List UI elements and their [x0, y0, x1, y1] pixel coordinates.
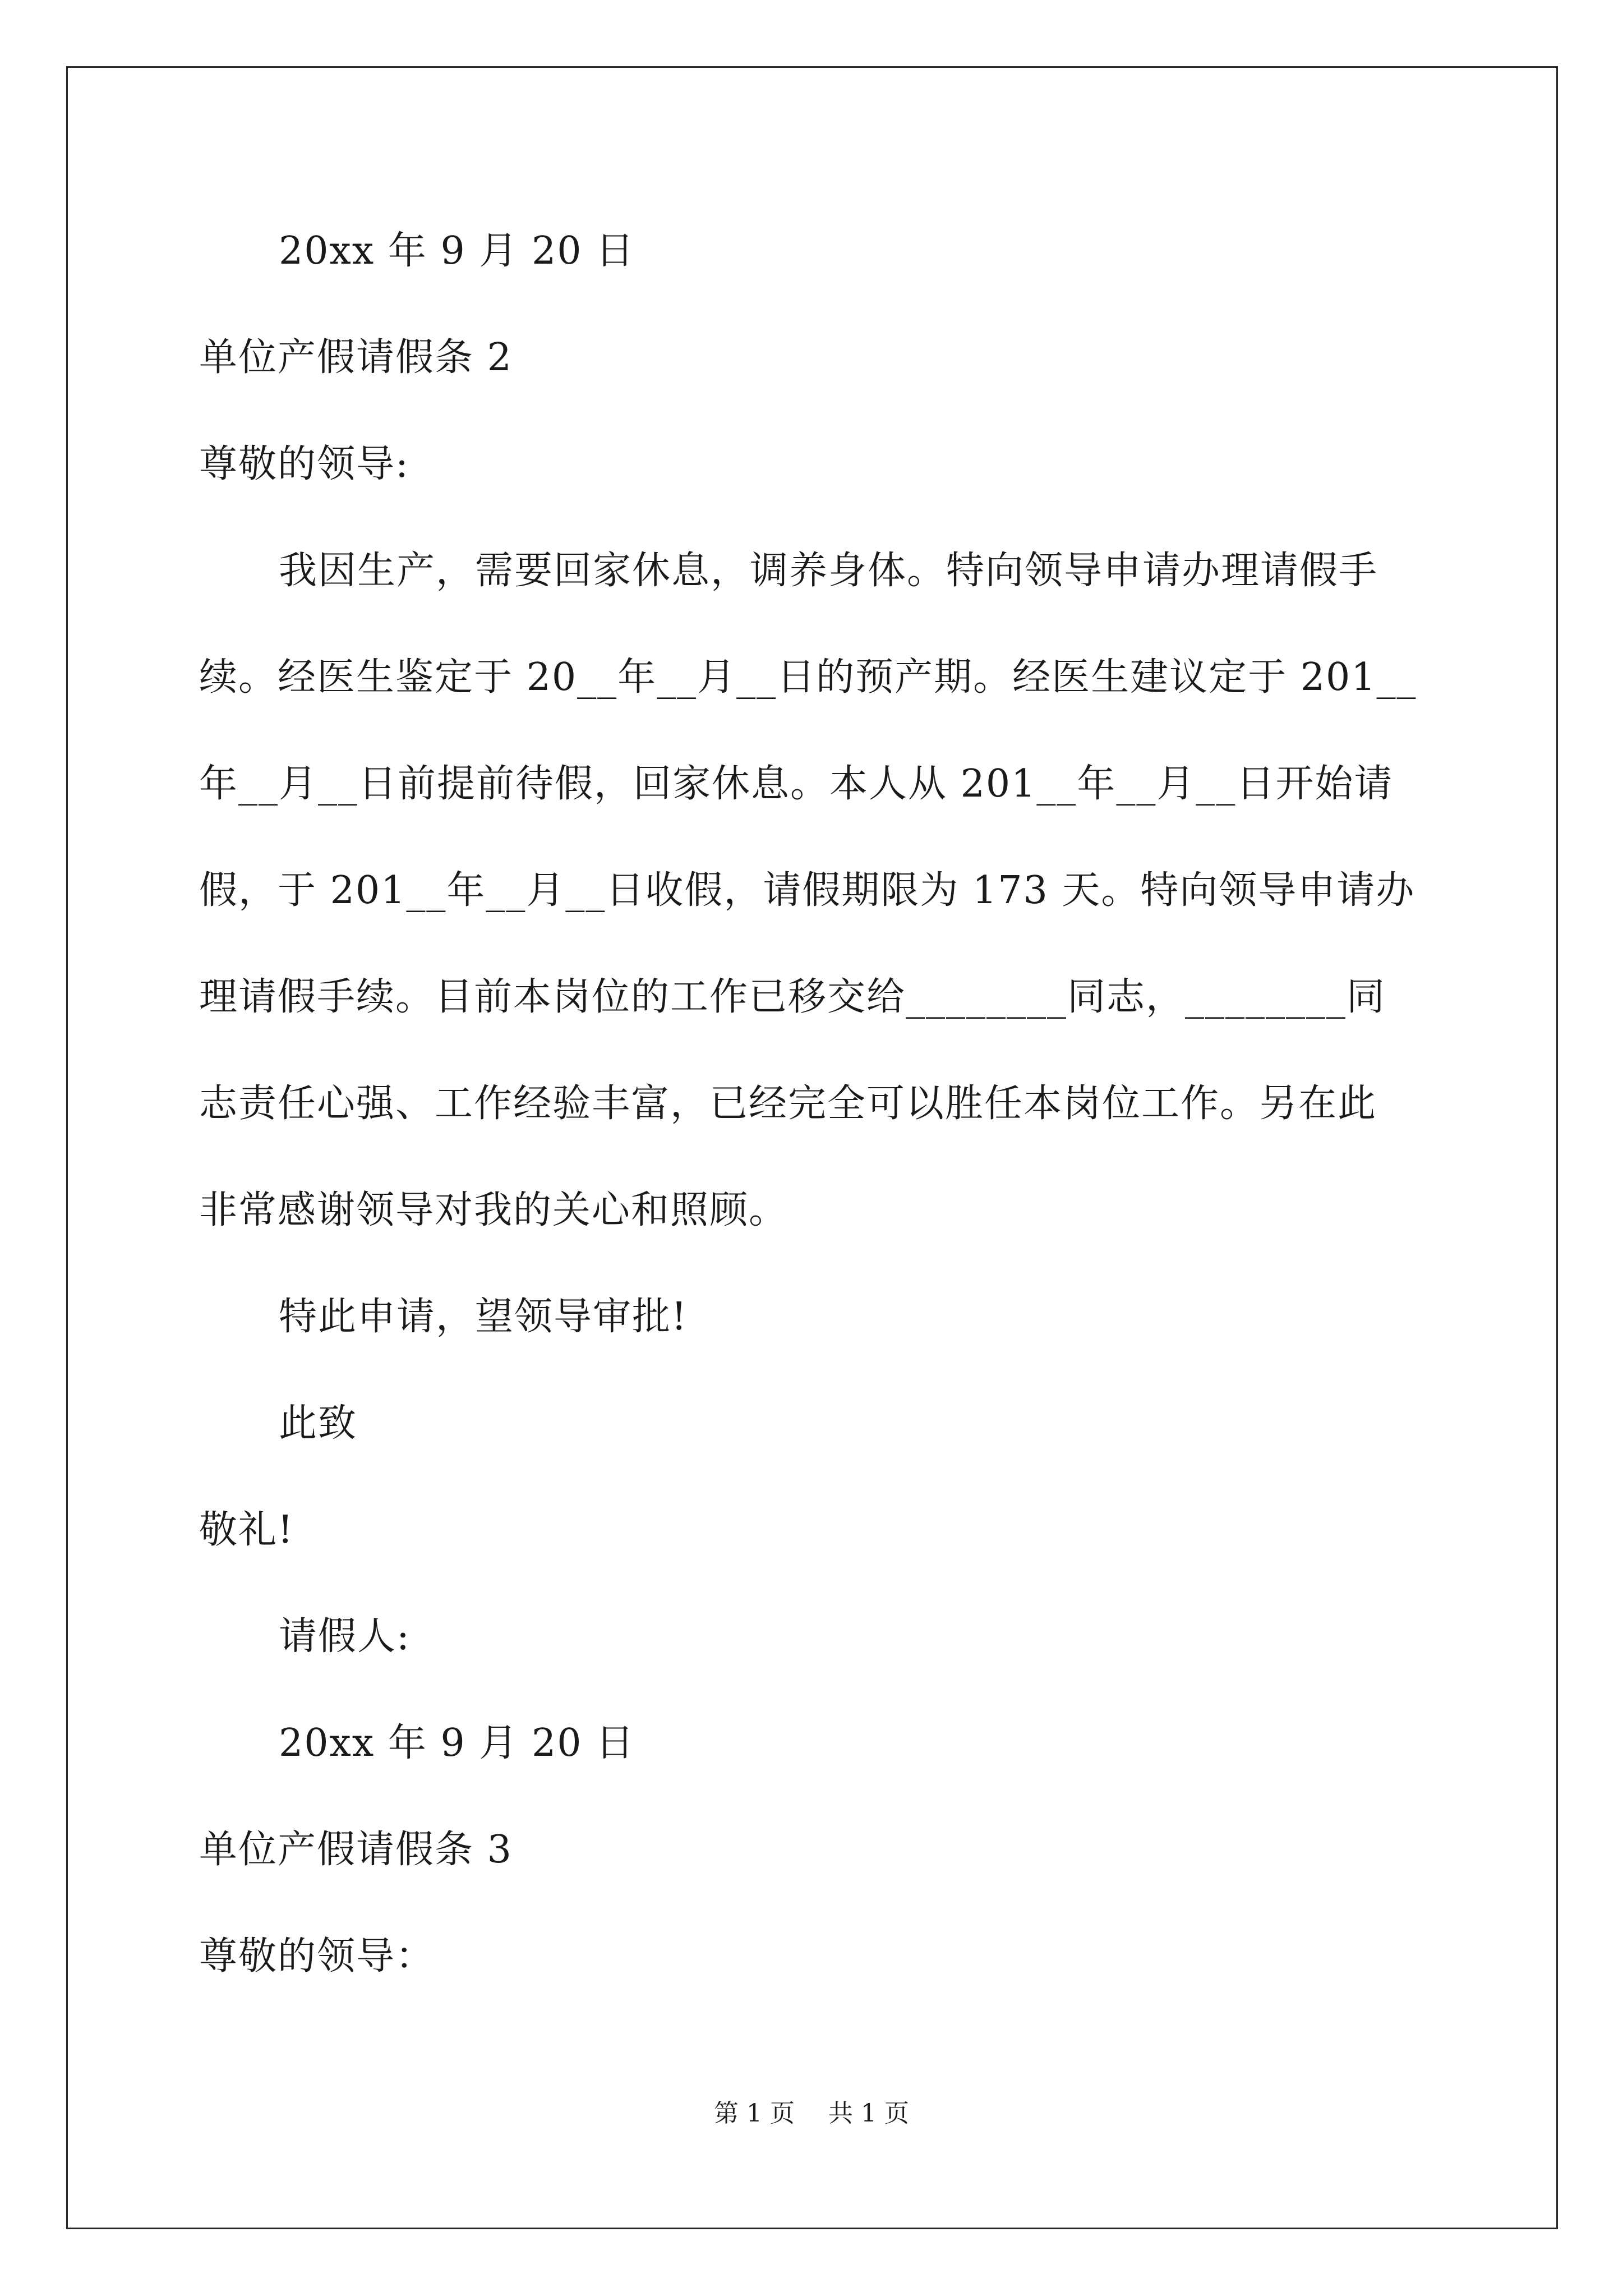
- applicant-label: 请假人:: [279, 1614, 411, 1659]
- request-line: 特此申请，望领导审批!: [279, 1295, 688, 1339]
- body-line-1: 我因生产，需要回家休息，调养身体。特向领导申请办理请假手: [279, 549, 1378, 593]
- salutation-2: 尊敬的领导:: [199, 442, 409, 486]
- page-border: [66, 66, 1558, 2229]
- salutation-3: 尊敬的领导：: [199, 1934, 435, 1978]
- body-line-3: 年__月__日前提前待假，回家休息。本人从 201__年__月__日开始请: [199, 762, 1394, 806]
- page-number-total: 共 1 页: [828, 2099, 909, 2128]
- body-line-6: 志责任心强、工作经验丰富，已经完全可以胜任本岗位工作。另在此: [199, 1082, 1377, 1126]
- page-footer: [0, 2097, 1623, 2131]
- page-number-current: 第 1 页: [714, 2099, 795, 2128]
- closing-line-2: 敬礼!: [199, 1508, 294, 1552]
- body-line-7: 非常感谢领导对我的关心和照顾。: [199, 1188, 789, 1232]
- closing-line-1: 此致: [279, 1401, 358, 1446]
- date-line-1: 20xx 年 9 月 20 日: [279, 229, 635, 273]
- body-line-5: 理请假手续。目前本岗位的工作已移交给________同志，________同: [199, 975, 1386, 1019]
- section-title-2: 单位产假请假条 2: [199, 335, 513, 380]
- body-line-2: 续。经医生鉴定于 20__年__月__日的预产期。经医生建议定于 201__: [199, 655, 1417, 700]
- section-title-3: 单位产假请假条 3: [199, 1828, 513, 1872]
- date-line-2: 20xx 年 9 月 20 日: [279, 1721, 635, 1765]
- body-line-4: 假，于 201__年__月__日收假，请假期限为 173 天。特向领导申请办: [199, 868, 1415, 913]
